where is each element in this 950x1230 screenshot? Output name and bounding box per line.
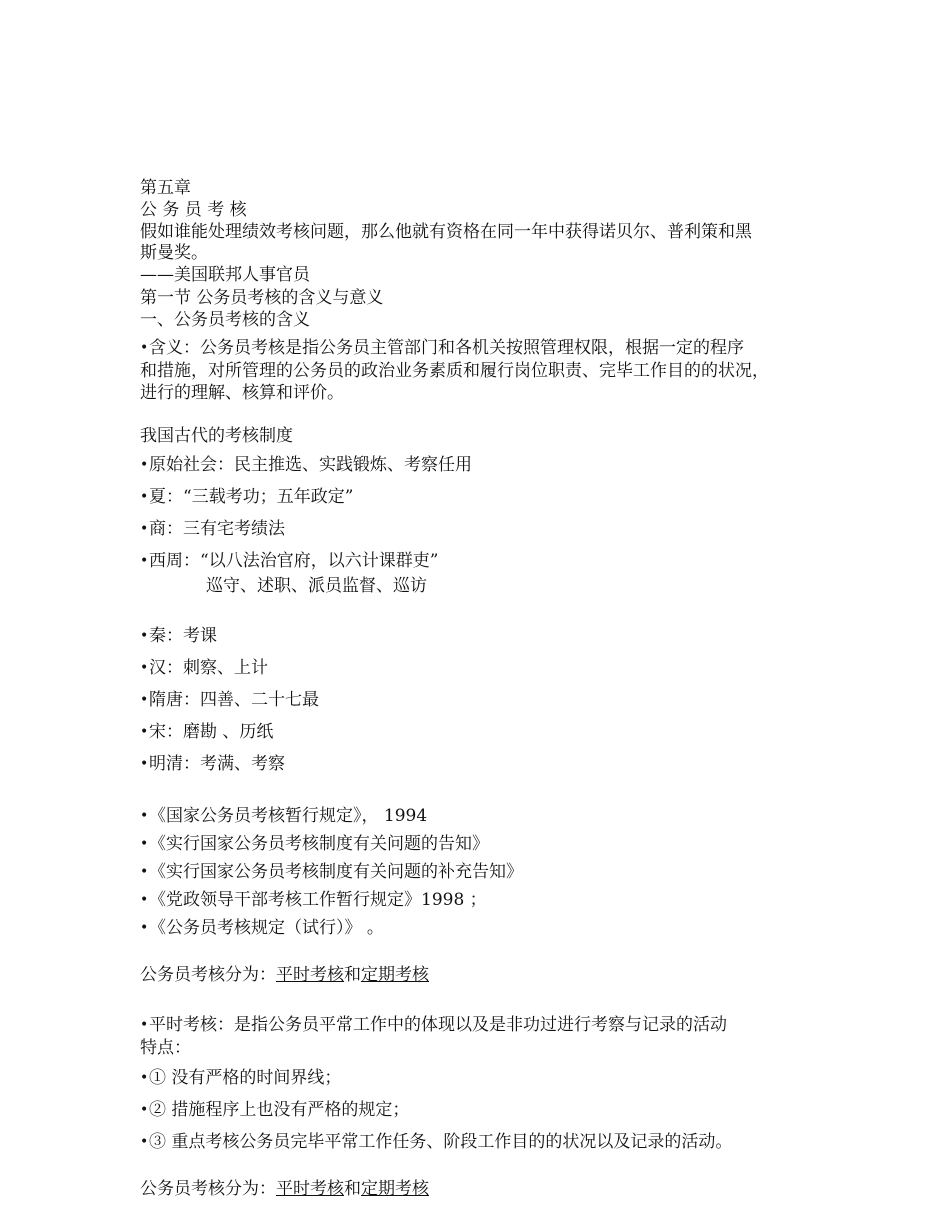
definition-line-2: 和措施，对所管理的公务员的政治业务素质和履行岗位职责、完毕工作目的的状况，	[140, 361, 769, 381]
bullet-icon: •	[140, 521, 149, 537]
section-heading: 第一节 公务员考核的含义与意义	[140, 288, 384, 308]
list-item: •明清：考满、考察	[140, 754, 285, 774]
bullet-icon: •	[140, 1102, 149, 1118]
classification-line-2: 公务员考核分为：平时考核和定期考核	[140, 1179, 429, 1199]
list-item: •商：三有宅考绩法	[140, 519, 285, 539]
list-item: •西周：“以八法治官府，以六计课群吏”	[140, 551, 439, 571]
list-item: •原始社会：民主推选、实践锻炼、考察任用	[140, 455, 472, 475]
definition-line-1	[140, 337, 744, 359]
bullet-icon: •	[140, 457, 149, 473]
list-item: •宋：磨勘 、历纸	[140, 722, 274, 742]
quote-attribution: ——美国联邦人事官员	[140, 265, 310, 285]
bullet-icon: •	[140, 553, 149, 569]
regulation-item: •《实行国家公务员考核制度有关问题的补充告知》	[140, 862, 523, 882]
regulation-item: •《党政领导干部考核工作暂行规定》1998 ；	[140, 890, 487, 910]
chapter-title: 公 务 员 考 核	[140, 200, 247, 220]
bullet-icon: •	[140, 808, 149, 824]
feature-item: •② 措施程序上也没有严格的规定；	[140, 1100, 410, 1120]
bullet-icon: •	[140, 692, 149, 708]
list-item: •秦：考课	[140, 626, 217, 646]
bullet-icon: •	[140, 1070, 149, 1086]
bullet-icon: •	[140, 864, 149, 880]
list-item-sub: 巡守、述职、派员监督、巡访	[206, 576, 427, 596]
bullet-icon: •	[140, 628, 149, 644]
bullet-icon: •	[140, 340, 149, 356]
feature-item: •① 没有严格的时间界线；	[140, 1068, 342, 1088]
term-pingshi: 平时考核	[276, 965, 344, 985]
bullet-icon: •	[140, 836, 149, 852]
bullet-icon: •	[140, 724, 149, 740]
quote-line-1: 假如谁能处理绩效考核问题，那么他就有资格在同一年中获得诺贝尔、普利策和黑	[140, 222, 752, 242]
definition-text: 含义：公务员考核是指公务员主管部门和各机关按照管理权限，根据一定的程序	[149, 338, 744, 358]
bullet-icon: •	[140, 892, 149, 908]
bullet-icon: •	[140, 920, 149, 936]
bullet-icon: •	[140, 489, 149, 505]
list-item: •汉：刺察、上计	[140, 658, 268, 678]
section-subheading: 一、公务员考核的含义	[140, 310, 310, 330]
regulation-item: •《国家公务员考核暂行规定》， 1994	[140, 806, 428, 826]
classification-line: 公务员考核分为：平时考核和定期考核	[140, 965, 429, 985]
list-item: •隋唐：四善、二十七最	[140, 690, 319, 710]
list-item: •夏：“三载考功；五年政定”	[140, 487, 354, 507]
bullet-icon: •	[140, 1134, 149, 1150]
bullet-icon: •	[140, 1017, 149, 1033]
quote-line-2: 斯曼奖。	[140, 243, 208, 263]
chapter-label: 第五章	[140, 178, 191, 198]
regulation-item: •《实行国家公务员考核制度有关问题的告知》	[140, 834, 489, 854]
term-pingshi: 平时考核	[276, 1179, 344, 1199]
features-label: 特点：	[140, 1038, 191, 1058]
term-dingqi: 定期考核	[361, 1179, 429, 1199]
feature-item: •③ 重点考核公务员完毕平常工作任务、阶段工作目的的状况以及记录的活动。	[140, 1132, 733, 1152]
bullet-icon: •	[140, 660, 149, 676]
regulation-item: •《公务员考核规定（试行）》 。	[140, 918, 384, 938]
definition-line-3: 进行的理解、核算和评价。	[140, 383, 344, 403]
bullet-icon: •	[140, 756, 149, 772]
ancient-heading: 我国古代的考核制度	[140, 426, 293, 446]
term-dingqi: 定期考核	[361, 965, 429, 985]
pingshi-definition: •平时考核：是指公务员平常工作中的体现以及是非功过进行考察与记录的活动	[140, 1015, 727, 1035]
